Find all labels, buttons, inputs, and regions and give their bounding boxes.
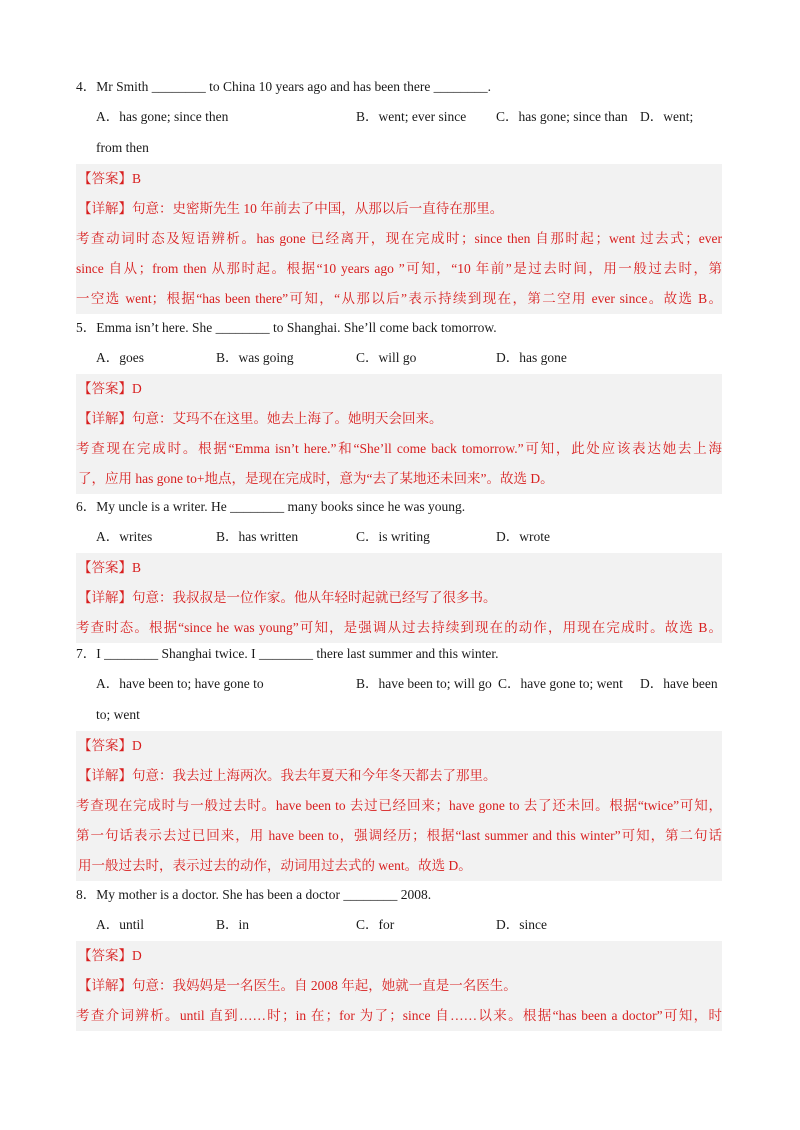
q4-detail-line: 【详解】句意：史密斯先生 10 年前去了中国，从那以后一直待在那里。	[78, 201, 504, 216]
q5-option-a: A．goes	[96, 350, 144, 365]
q4-detail-line: 考查动词时态及短语辨析。has gone 已经离开，现在完成时；since then 自那时起；went 过去式；ever	[76, 231, 722, 246]
q7-answer: 【答案】D	[78, 738, 142, 753]
question-6-stem: 6．My uncle is a writer. He ________ many books since he was young.	[76, 499, 466, 514]
q6-answer: 【答案】B	[78, 560, 142, 575]
q6-option-d: D．wrote	[496, 529, 550, 544]
question-5-stem: 5．Emma isn’t here. She ________ to Shanghai. She’ll come back tomorrow.	[76, 320, 497, 335]
q7-option-d: D．have been	[640, 676, 718, 691]
q5-detail-line: 【详解】句意：艾玛不在这里。她去上海了。她明天会回来。	[78, 411, 443, 426]
question-7-stem: 7．I ________ Shanghai twice. I ________ there last summer and this winter.	[76, 646, 499, 661]
q4-detail-line: since 自从；from then 从那时起。根据“10 years ago ”可知，“10 年前”是过去时间，用一般过去时，第	[76, 261, 722, 276]
q4-option-wrap: from then	[96, 140, 149, 155]
q5-option-b: B．was going	[216, 350, 294, 365]
q5-detail-line: 考查现在完成时。根据“Emma isn’t here.”和“She’ll come back tomorrow.”可知，此处应该表达她去上海	[76, 441, 722, 456]
q7-detail-line: 考查现在完成时与一般过去时。have been to 去过已经回来；have gone to 去了还未回。根据“twice”可知，	[76, 798, 722, 813]
q7-option-wrap: to; went	[96, 707, 140, 722]
q8-option-c: C．for	[356, 917, 395, 932]
q8-detail-line: 考查介词辨析。until 直到……时；in 在；for 为了；since 自……以来。根据“has been a doctor”可知，时	[76, 1008, 722, 1023]
q6-answer-block	[76, 553, 722, 643]
q7-option-b: B．have been to; will go	[356, 676, 492, 691]
q4-detail-line: 一空选 went；根据“has been there”可知，“从那以后”表示持续到现在，第二空用 ever since。故选 B。	[76, 291, 722, 306]
q4-answer-block	[76, 164, 722, 314]
q8-answer: 【答案】D	[78, 948, 142, 963]
q4-option-d: D．went;	[640, 109, 694, 124]
q5-option-d: D．has gone	[496, 350, 567, 365]
q7-detail-line: 【详解】句意：我去过上海两次。我去年夏天和今年冬天都去了那里。	[78, 768, 497, 783]
q8-option-b: B．in	[216, 917, 250, 932]
q5-option-c: C．will go	[356, 350, 417, 365]
q4-option-a: A．has gone; since then	[96, 109, 229, 124]
q6-option-c: C．is writing	[356, 529, 430, 544]
q7-option-c: C．have gone to; went	[498, 676, 623, 691]
q7-option-a: A．have been to; have gone to	[96, 676, 264, 691]
q6-option-b: B．has written	[216, 529, 299, 544]
q5-answer: 【答案】D	[78, 381, 142, 396]
q6-detail-line: 考查时态。根据“since he was young”可知，是强调从过去持续到现在的动作，用现在完成时。故选 B。	[76, 620, 722, 635]
q4-option-b: B．went; ever since	[356, 109, 467, 124]
q4-answer: 【答案】B	[78, 171, 142, 186]
question-4-stem: 4．Mr Smith ________ to China 10 years ago and has been there ________.	[76, 79, 492, 94]
q5-answer-block	[76, 374, 722, 494]
q4-option-c: C．has gone; since than	[496, 109, 628, 124]
q8-answer-block	[76, 941, 722, 1031]
q8-option-a: A．until	[96, 917, 145, 932]
q7-detail-line: 用一般过去时，表示过去的动作，动词用过去式的 went。故选 D。	[78, 858, 472, 873]
question-8-stem: 8．My mother is a doctor. She has been a doctor ________ 2008.	[76, 887, 432, 902]
q5-detail-line: 了，应用 has gone to+地点，是现在完成时，意为“去了某地还未回来”。故选 D。	[78, 471, 554, 486]
q6-detail-line: 【详解】句意：我叔叔是一位作家。他从年轻时起就已经写了很多书。	[78, 590, 497, 605]
q6-option-a: A．writes	[96, 529, 153, 544]
q7-answer-block	[76, 731, 722, 881]
q8-detail-line: 【详解】句意：我妈妈是一名医生。自 2008 年起，她就一直是一名医生。	[78, 978, 517, 993]
q8-option-d: D．since	[496, 917, 547, 932]
q7-detail-line: 第一句话表示去过已回来，用 have been to，强调经历；根据“last summer and this winter”可知，第二句话	[76, 828, 722, 843]
